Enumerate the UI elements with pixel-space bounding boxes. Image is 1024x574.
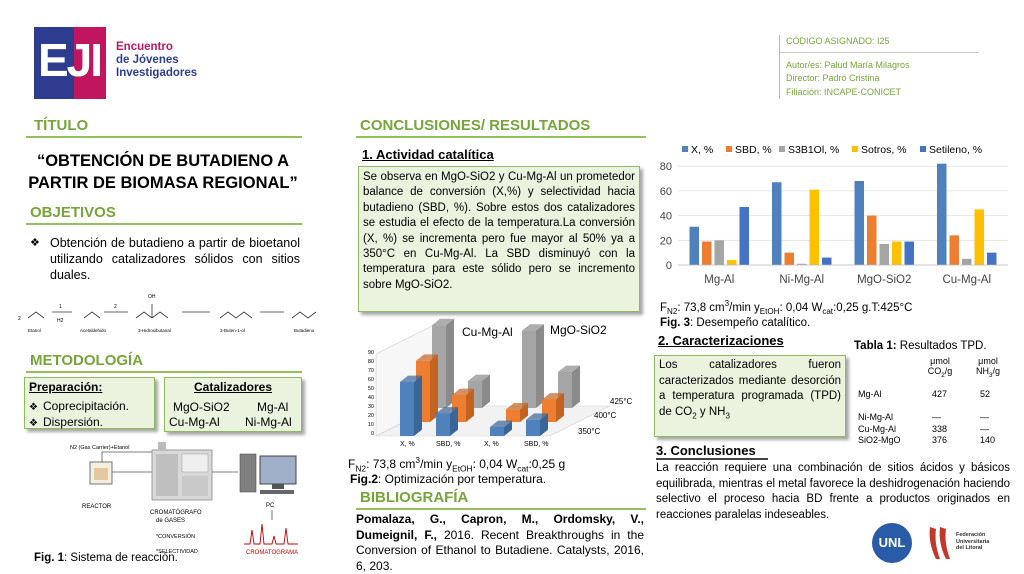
legend-swatch — [852, 146, 858, 152]
xlabel-sbd-1: SBD, % — [436, 441, 461, 448]
legend-swatch — [726, 146, 732, 152]
preparacion-title: Preparación: — [29, 380, 103, 394]
federacion-emblem-icon — [926, 525, 954, 561]
fig2-caption — [350, 472, 546, 486]
unl-logo-text: UNL — [878, 535, 906, 550]
bar-3d-side — [536, 324, 544, 408]
bar-3d-side — [430, 354, 438, 422]
author: Autor/es: Palud María Milagros — [786, 59, 910, 70]
catalyst-mg-al: Mg-Al — [257, 400, 289, 414]
objetivos-heading: OBJETIVOS — [30, 204, 116, 221]
svg-text:0: 0 — [370, 431, 374, 437]
legend-swatch — [779, 146, 785, 152]
svg-text:80: 80 — [367, 359, 374, 365]
gas-label: N2 (Gas Carrier)+Etanol — [70, 445, 130, 451]
bar — [950, 235, 960, 265]
label-mgo-sio2: MgO-SiO2 — [550, 323, 607, 337]
legend-label: Sotros, % — [861, 144, 907, 156]
objetivos-item — [30, 235, 300, 283]
legend-swatch — [920, 146, 926, 152]
catalyst-mgo-sio2: MgO-SiO2 — [173, 400, 230, 414]
bar — [987, 253, 997, 265]
objetivos-text: Obtención de butadieno a partir de bioetanol utilizando catalizadores sólidos con sitios duales. — [50, 236, 300, 282]
temperature-3d-chart — [360, 318, 644, 453]
fed-line-3: del Litoral — [956, 545, 983, 551]
bar — [785, 253, 795, 265]
caracterizaciones-title: 2. Caracterizaciones — [658, 333, 784, 348]
x-tick-label: MgO-SiO2 — [857, 274, 912, 286]
scheme-butadiene: Butadieno — [294, 328, 315, 333]
bar — [962, 259, 972, 265]
xlabel-x-2: X, % — [484, 441, 499, 448]
bar-3d-front — [506, 409, 520, 422]
legend-label: SBD, % — [735, 144, 772, 156]
affiliation: Filiación: INCAPE-CONICET — [786, 86, 902, 97]
y-tick-label: 80 — [659, 161, 672, 174]
preparacion-box — [24, 377, 155, 429]
diamond-bullet-icon: ❖ — [29, 402, 38, 413]
scheme-oh: OH — [148, 294, 156, 300]
tpd-table-title — [854, 340, 987, 352]
logo-letters: EJI — [38, 34, 102, 86]
fig3-conditions: $F_{N2}$: 73,8 $cm^3/\min$ $y_{EtOH}$: 0,04 $W_{cat}:0,25$ g.T:425°C — [660, 299, 913, 317]
scheme-h2: H2 — [57, 318, 64, 324]
legend-label: Setileno, % — [929, 144, 983, 156]
reactor-label: REACTOR — [82, 504, 112, 510]
bib-reference: 2016. Recent Breakthroughs in the Conversion of Ethanol to Butadiene. Catalysts, 2016, 6, 203. — [356, 527, 644, 573]
y-tick-label: 0 — [665, 260, 672, 272]
y-tick-label: 60 — [659, 185, 672, 198]
chart-legend — [682, 144, 982, 156]
scheme-ethanol: Etanol — [28, 328, 41, 333]
titulo-heading: TÍTULO — [34, 117, 89, 134]
bar — [822, 258, 832, 265]
y-tick-label: 40 — [659, 210, 672, 223]
col-co2-header: μmol $CO_2/g$ — [927, 356, 953, 379]
performance-bar-chart — [652, 140, 1014, 295]
bar — [975, 209, 985, 265]
xlabel-x-1: X, % — [400, 441, 415, 448]
label-cu-mg-al: Cu-Mg-Al — [462, 325, 513, 339]
conclusiones-text: La reacción requiere una combinación de sitios ácidos y básicos equilibrada, mientras el metal favorece la deshidrogenación haciendo selectivo el proceso hacia BD frente a productos originados en reacciones paralelas indeseables. — [656, 462, 1010, 521]
scheme-coef: 2 — [18, 316, 21, 322]
catalizadores-title: Catalizadores — [193, 380, 273, 394]
prep-item: ❖ Dispersión. — [29, 415, 103, 429]
bar — [810, 190, 820, 265]
reaction-scheme — [14, 290, 332, 338]
reaction-system-diagram — [60, 440, 340, 558]
scheme-butenol: 3-Buten-1-ol — [220, 328, 245, 333]
bar-3d-side — [414, 376, 422, 436]
legend-label: S3B1Ol, % — [788, 144, 840, 156]
svg-text:90: 90 — [367, 350, 374, 356]
logo-line-3: Investigadores — [116, 67, 198, 79]
gc-label-1: CROMATÓGRAFO — [150, 510, 202, 516]
director: Director: Padró Cristina — [786, 73, 880, 83]
fig2-text: : Optimización por temperatura. — [378, 472, 547, 486]
scheme-step-1: 1 — [59, 304, 62, 310]
svg-text:20: 20 — [367, 413, 374, 419]
metodologia-rule — [26, 371, 302, 373]
bar — [702, 242, 712, 265]
scheme-acetaldehyde: Acetaldehido — [80, 328, 107, 333]
col-nh3-header: μmol $NH_3/g$ — [975, 356, 1001, 379]
x-tick-label: Ni-Mg-Al — [779, 274, 825, 286]
gas-chromatograph-icon — [152, 442, 212, 500]
bar — [740, 207, 750, 265]
actividad-title: 1. Actividad catalítica — [362, 147, 494, 162]
bar — [937, 164, 947, 265]
temp-350: 350°C — [578, 427, 601, 436]
temp-425: 425°C — [610, 397, 633, 406]
x-tick-label: Cu-Mg-Al — [942, 274, 992, 286]
objetivos-rule — [26, 223, 302, 225]
legend-label: X, % — [691, 144, 714, 156]
catalyst-ni-mg-al: Ni-Mg-Al — [245, 415, 292, 429]
bar-3d-front — [522, 331, 536, 408]
svg-text:30: 30 — [367, 404, 374, 410]
chromatogram-icon — [244, 524, 298, 544]
bar — [880, 244, 890, 265]
bar — [772, 182, 782, 265]
bar — [715, 240, 725, 265]
bar — [892, 242, 902, 265]
fig1-caption — [34, 552, 178, 564]
diamond-bullet-icon: ❖ — [30, 237, 40, 249]
fig3-label: Fig. 3 — [660, 317, 691, 329]
bibliografia-heading: BIBLIOGRAFÍA — [360, 489, 469, 506]
xlabel-sbd-2: SBD, % — [524, 441, 549, 448]
fig1-label: Fig. 1 — [34, 552, 65, 564]
bar-3d-front — [526, 420, 540, 436]
pc-icon — [240, 454, 296, 494]
conversion-label: *CONVERSIÓN — [156, 534, 196, 540]
bib-authors: Pomalaza, G., Capron, M., Ordomsky, V., Dumeignil, F., — [356, 512, 644, 542]
svg-text:70: 70 — [367, 368, 374, 374]
selectivity-label: *SELECTIVIDAD — [156, 549, 198, 555]
fed-line-1: Federación — [956, 532, 986, 538]
federacion-logo — [926, 523, 1016, 563]
conclusiones-resultados-heading: CONCLUSIONES/ RESULTADOS — [360, 117, 591, 134]
fig3-text: : Desempeño catalítico. — [690, 317, 811, 329]
titulo-rule — [26, 136, 302, 138]
unl-logo — [872, 523, 912, 563]
catalyst-cu-mg-al: Cu-Mg-Al — [169, 415, 220, 429]
table-title-text: Resultados TPD. — [896, 340, 987, 352]
pc-label: PC — [266, 503, 275, 509]
catalizadores-box — [164, 377, 302, 432]
diamond-bullet-icon: ❖ — [29, 418, 38, 429]
fed-line-2: Universitaria — [956, 538, 990, 545]
logo-mark — [34, 27, 106, 99]
table-label: Tabla 1: — [854, 340, 897, 352]
y-axis-ticks-3d — [368, 350, 374, 437]
svg-text:60: 60 — [367, 377, 374, 383]
titulo-text: “OBTENCIÓN DE BUTADIENO A PARTIR DE BIOMASA REGIONAL” — [28, 152, 298, 192]
svg-text:40: 40 — [367, 395, 374, 401]
fig1-text: : Sistema de reacción. — [64, 552, 178, 564]
fig2-label: Fig.2 — [350, 472, 379, 486]
chromatogram-label: CROMATOGRAMA — [246, 550, 299, 556]
actividad-text: Se observa en MgO-SiO2 y Cu-Mg-Al un prometedor balance de conversión (X,%) y selectividad hacia butadieno (SBD, %). Sobre estos dos catalizadores se estudia el efecto de la temperatura.La conversión (X, %) se incrementa pero fue mayor al 50% ya a 350°C en Cu-Mg-Al. La SBD disminuyó con la temperatura para este sólido pero se incremento sobre MgO-SiO2. — [363, 171, 635, 291]
fig3-caption — [660, 317, 810, 329]
bar-3d-front — [490, 427, 504, 436]
y-tick-label: 20 — [659, 235, 672, 248]
scheme-step-2: 2 — [114, 304, 117, 310]
bar-3d-front — [400, 382, 414, 436]
svg-text:50: 50 — [367, 386, 374, 392]
conclusiones-title: 3. Conclusiones — [656, 443, 756, 458]
legend-swatch — [682, 146, 688, 152]
info-card — [779, 35, 979, 99]
temp-400: 400°C — [594, 411, 617, 420]
logo-line-1: Encuentro — [116, 41, 173, 53]
bar — [727, 260, 737, 265]
bibliografia-text — [356, 512, 644, 574]
bar — [690, 227, 700, 265]
eji-logo — [34, 27, 209, 99]
caracterizaciones-box: Los catalizadores fueron caracterizados mediante desorción a temperatura programada (TPD) de $CO_2$ y $NH_3$ — [654, 355, 846, 437]
assigned-code: CÓDIGO ASIGNADO: I25 — [780, 35, 979, 53]
gc-label-2: de GASES — [156, 518, 186, 524]
fig2-conditions: $F_{N2}$: 73,8 $cm^3/\min$ $y_{EtOH}$: 0,04 $W_{cat}:0,25$ g — [348, 455, 566, 474]
bar — [855, 181, 865, 265]
metodologia-heading: METODOLOGÍA — [30, 352, 144, 369]
logo-line-2: de Jóvenes — [116, 54, 179, 66]
bar — [867, 216, 877, 265]
actividad-box — [358, 166, 640, 312]
x-tick-label: Mg-Al — [704, 274, 735, 286]
conclusiones-sub-rule — [656, 458, 768, 460]
prep-item: ❖ Coprecipitación. — [29, 399, 130, 413]
bar-3d-front — [436, 414, 450, 437]
conclusiones-rule — [356, 136, 646, 138]
svg-text:10: 10 — [367, 422, 374, 428]
bibliografia-rule — [356, 508, 646, 510]
scheme-hydroxybutanal: 3-Hidroxibutanal — [138, 328, 171, 333]
bar — [905, 242, 915, 265]
bar-3d-side — [572, 366, 580, 408]
